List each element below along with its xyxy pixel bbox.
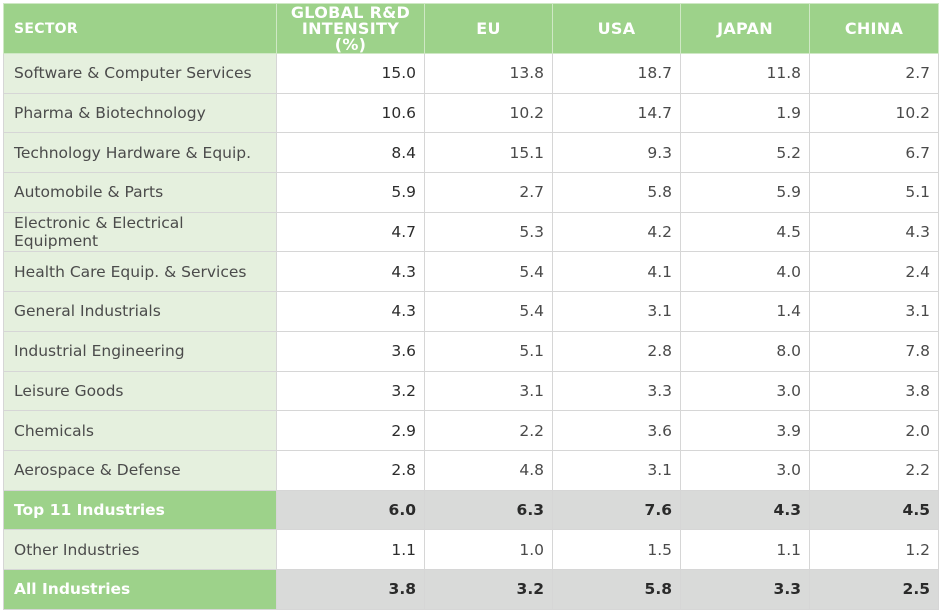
japan-value-cell: 3.0 [681,371,810,411]
global-value-cell: 2.9 [277,411,425,451]
table-row [4,450,939,490]
usa-value-cell: 1.5 [553,530,681,570]
china-value-cell: 3.8 [810,371,939,411]
sector-cell: Automobile & Parts [4,173,277,213]
china-value-cell: 7.8 [810,331,939,371]
header-global-rd-intensity: GLOBAL R&D INTENSITY (%) [277,4,425,54]
global-value-cell: 2.8 [277,450,425,490]
eu-value-cell: 2.2 [425,411,553,451]
usa-value-cell: 3.3 [553,371,681,411]
china-value-cell: 6.7 [810,133,939,173]
usa-value-cell: 9.3 [553,133,681,173]
usa-value-cell: 7.6 [553,490,681,530]
sector-cell: Technology Hardware & Equip. [4,133,277,173]
sector-cell: Industrial Engineering [4,331,277,371]
eu-value-cell: 10.2 [425,93,553,133]
global-value-cell: 3.2 [277,371,425,411]
usa-value-cell: 3.1 [553,450,681,490]
global-value-cell: 15.0 [277,54,425,94]
table-row [4,93,939,133]
sector-cell: All Industries [4,569,277,609]
sector-cell: Electronic & Electrical Equipment [4,212,277,252]
table-row [4,331,939,371]
usa-value-cell: 3.6 [553,411,681,451]
eu-value-cell: 3.2 [425,569,553,609]
eu-value-cell: 3.1 [425,371,553,411]
japan-value-cell: 3.3 [681,569,810,609]
china-value-cell: 2.7 [810,54,939,94]
global-value-cell: 3.6 [277,331,425,371]
rd-intensity-table [3,3,939,610]
header-eu: EU [425,4,553,54]
table-body [4,54,939,610]
table-row [4,292,939,332]
china-value-cell: 5.1 [810,173,939,213]
eu-value-cell: 5.4 [425,252,553,292]
eu-value-cell: 13.8 [425,54,553,94]
global-value-cell: 4.3 [277,292,425,332]
table-row [4,411,939,451]
sector-cell: Chemicals [4,411,277,451]
japan-value-cell: 3.0 [681,450,810,490]
sector-cell: General Industrials [4,292,277,332]
eu-value-cell: 2.7 [425,173,553,213]
eu-value-cell: 4.8 [425,450,553,490]
eu-value-cell: 5.1 [425,331,553,371]
japan-value-cell: 1.4 [681,292,810,332]
japan-value-cell: 1.1 [681,530,810,570]
usa-value-cell: 4.1 [553,252,681,292]
global-value-cell: 8.4 [277,133,425,173]
usa-value-cell: 4.2 [553,212,681,252]
sector-cell: Aerospace & Defense [4,450,277,490]
usa-value-cell: 5.8 [553,173,681,213]
table-row [4,530,939,570]
usa-value-cell: 2.8 [553,331,681,371]
china-value-cell: 2.0 [810,411,939,451]
china-value-cell: 10.2 [810,93,939,133]
global-value-cell: 4.7 [277,212,425,252]
header-china: CHINA [810,4,939,54]
eu-value-cell: 6.3 [425,490,553,530]
global-value-cell: 6.0 [277,490,425,530]
global-value-cell: 1.1 [277,530,425,570]
china-value-cell: 1.2 [810,530,939,570]
china-value-cell: 4.5 [810,490,939,530]
header-usa: USA [553,4,681,54]
china-value-cell: 4.3 [810,212,939,252]
usa-value-cell: 18.7 [553,54,681,94]
sector-cell: Pharma & Biotechnology [4,93,277,133]
china-value-cell: 3.1 [810,292,939,332]
header-row [4,4,939,54]
table-row [4,173,939,213]
global-value-cell: 4.3 [277,252,425,292]
japan-value-cell: 3.9 [681,411,810,451]
china-value-cell: 2.2 [810,450,939,490]
table-row [4,252,939,292]
japan-value-cell: 4.3 [681,490,810,530]
global-value-cell: 5.9 [277,173,425,213]
sector-cell: Top 11 Industries [4,490,277,530]
table-row [4,212,939,252]
table-row [4,371,939,411]
eu-value-cell: 1.0 [425,530,553,570]
global-value-cell: 3.8 [277,569,425,609]
table-row [4,54,939,94]
table-row [4,133,939,173]
summary-row [4,490,939,530]
sector-cell: Leisure Goods [4,371,277,411]
china-value-cell: 2.5 [810,569,939,609]
usa-value-cell: 14.7 [553,93,681,133]
usa-value-cell: 3.1 [553,292,681,332]
china-value-cell: 2.4 [810,252,939,292]
japan-value-cell: 5.2 [681,133,810,173]
header-sector: SECTOR [4,4,277,54]
japan-value-cell: 4.0 [681,252,810,292]
rd-intensity-table-container [3,3,938,605]
japan-value-cell: 5.9 [681,173,810,213]
header-japan: JAPAN [681,4,810,54]
eu-value-cell: 15.1 [425,133,553,173]
sector-cell: Health Care Equip. & Services [4,252,277,292]
summary-row [4,569,939,609]
japan-value-cell: 11.8 [681,54,810,94]
japan-value-cell: 8.0 [681,331,810,371]
sector-cell: Software & Computer Services [4,54,277,94]
sector-cell: Other Industries [4,530,277,570]
eu-value-cell: 5.4 [425,292,553,332]
eu-value-cell: 5.3 [425,212,553,252]
japan-value-cell: 4.5 [681,212,810,252]
global-value-cell: 10.6 [277,93,425,133]
japan-value-cell: 1.9 [681,93,810,133]
usa-value-cell: 5.8 [553,569,681,609]
